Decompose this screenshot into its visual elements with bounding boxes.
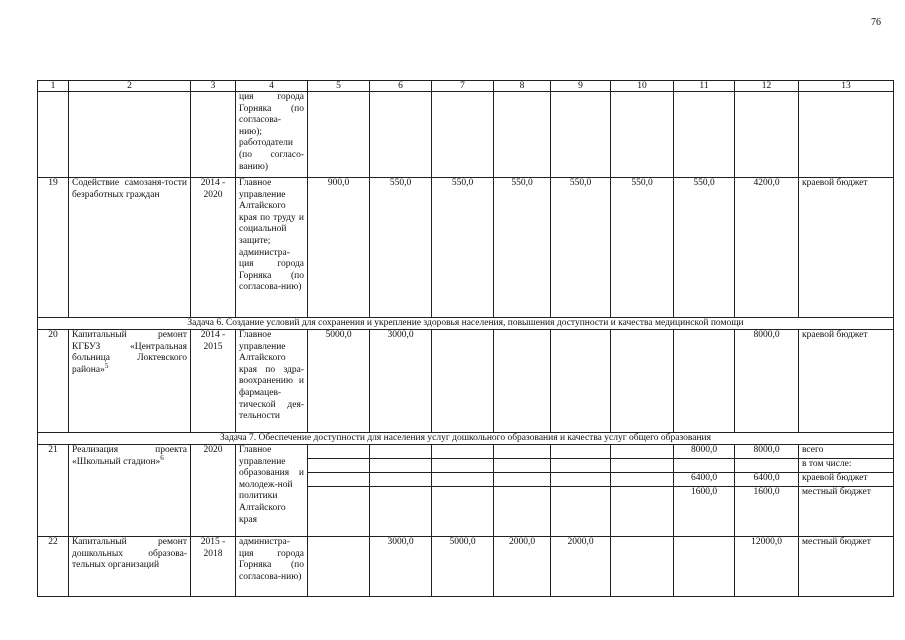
measure-name: Содействие самозаня-тости безработных граждан bbox=[69, 178, 191, 318]
column-header: 8 bbox=[494, 81, 551, 92]
value-cell bbox=[674, 459, 735, 473]
period-cell: 2020 bbox=[191, 445, 236, 537]
measure-name bbox=[69, 445, 191, 537]
row-number: 21 bbox=[38, 445, 69, 537]
table-row bbox=[38, 178, 894, 318]
table-row bbox=[38, 330, 894, 433]
column-header: 5 bbox=[308, 81, 370, 92]
row-number: 20 bbox=[38, 330, 69, 433]
funding-source: местный бюджет bbox=[799, 487, 894, 537]
total-cell: 4200,0 bbox=[735, 178, 799, 318]
column-header: 10 bbox=[611, 81, 674, 92]
value-cell: 550,0 bbox=[551, 178, 611, 318]
measure-name: Капитальный ремонт дошкольных образова-тельных организаций bbox=[69, 537, 191, 597]
total-cell bbox=[735, 459, 799, 473]
column-header: 2 bbox=[69, 81, 191, 92]
value-cell: 550,0 bbox=[611, 178, 674, 318]
task-heading-row bbox=[38, 318, 894, 330]
funding-source: краевой бюджет bbox=[799, 330, 894, 433]
measure-name-text: Капитальный ремонт КГБУЗ «Центральная больница Локтевского района» bbox=[72, 330, 187, 375]
period-cell: 2015 - 2018 bbox=[191, 537, 236, 597]
value-cell: 3000,0 bbox=[370, 330, 432, 433]
column-header: 11 bbox=[674, 81, 735, 92]
value-cell: 8000,0 bbox=[674, 445, 735, 459]
task-6-heading: Задача 6. Создание условий для сохранения и укрепление здоровья населения, повышения доступности и качества медицинской помощи bbox=[38, 318, 894, 330]
total-cell: 12000,0 bbox=[735, 537, 799, 597]
value-cell: 900,0 bbox=[308, 178, 370, 318]
column-header: 1 bbox=[38, 81, 69, 92]
executor-cell: Главное управление Алтайского края по здра-воохранению и фармацев-тической дея-тельности bbox=[236, 330, 308, 433]
total-cell: 8000,0 bbox=[735, 445, 799, 459]
measure-name-text: Реализация проекта «Школьный стадион» bbox=[72, 445, 187, 467]
program-measures-table bbox=[37, 80, 894, 597]
value-cell: 6400,0 bbox=[674, 473, 735, 487]
funding-source: в том числе: bbox=[799, 459, 894, 473]
column-header: 4 bbox=[236, 81, 308, 92]
table-row bbox=[38, 537, 894, 597]
column-header: 12 bbox=[735, 81, 799, 92]
row-number: 22 bbox=[38, 537, 69, 597]
executor-cell: администра-ция города Горняка (по согласова-нию) bbox=[236, 537, 308, 597]
value-cell: 2000,0 bbox=[494, 537, 551, 597]
total-cell: 6400,0 bbox=[735, 473, 799, 487]
value-cell: 3000,0 bbox=[370, 537, 432, 597]
value-cell: 5000,0 bbox=[308, 330, 370, 433]
column-header: 13 bbox=[799, 81, 894, 92]
value-cell: 1600,0 bbox=[674, 487, 735, 537]
measure-name bbox=[69, 330, 191, 433]
executor-cell: ция города Горняка (по согласова-нию); работодатели (по согласо-ванию) bbox=[236, 92, 308, 178]
period-cell: 2014 - 2020 bbox=[191, 178, 236, 318]
column-header: 6 bbox=[370, 81, 432, 92]
row-number: 19 bbox=[38, 178, 69, 318]
table-row bbox=[38, 445, 894, 459]
task-7-heading: Задача 7. Обеспечение доступности для населения услуг дошкольного образования и качества услуг общего образования bbox=[38, 433, 894, 445]
continuation-row bbox=[38, 92, 894, 178]
period-cell: 2014 - 2015 bbox=[191, 330, 236, 433]
executor-cell: Главное управление Алтайского края по труду и социальной защите; администра-ция города Горняка (по согласова-нию) bbox=[236, 178, 308, 318]
executor-cell: Главное управление образования и молодеж-ной политики Алтайского края bbox=[236, 445, 308, 537]
value-cell: 550,0 bbox=[674, 178, 735, 318]
value-cell: 2000,0 bbox=[551, 537, 611, 597]
task-heading-row bbox=[38, 433, 894, 445]
value-cell: 550,0 bbox=[494, 178, 551, 318]
column-header: 3 bbox=[191, 81, 236, 92]
footnote-marker: 6 bbox=[160, 453, 164, 462]
footnote-marker: 5 bbox=[104, 361, 109, 370]
total-cell: 8000,0 bbox=[735, 330, 799, 433]
funding-source: всего bbox=[799, 445, 894, 459]
page-number: 76 bbox=[871, 17, 881, 28]
column-header: 7 bbox=[432, 81, 494, 92]
value-cell: 5000,0 bbox=[432, 537, 494, 597]
column-header: 9 bbox=[551, 81, 611, 92]
funding-source: краевой бюджет bbox=[799, 178, 894, 318]
funding-source: местный бюджет bbox=[799, 537, 894, 597]
funding-source: краевой бюджет bbox=[799, 473, 894, 487]
value-cell: 550,0 bbox=[432, 178, 494, 318]
value-cell: 550,0 bbox=[370, 178, 432, 318]
column-number-header-row bbox=[38, 81, 894, 92]
total-cell: 1600,0 bbox=[735, 487, 799, 537]
